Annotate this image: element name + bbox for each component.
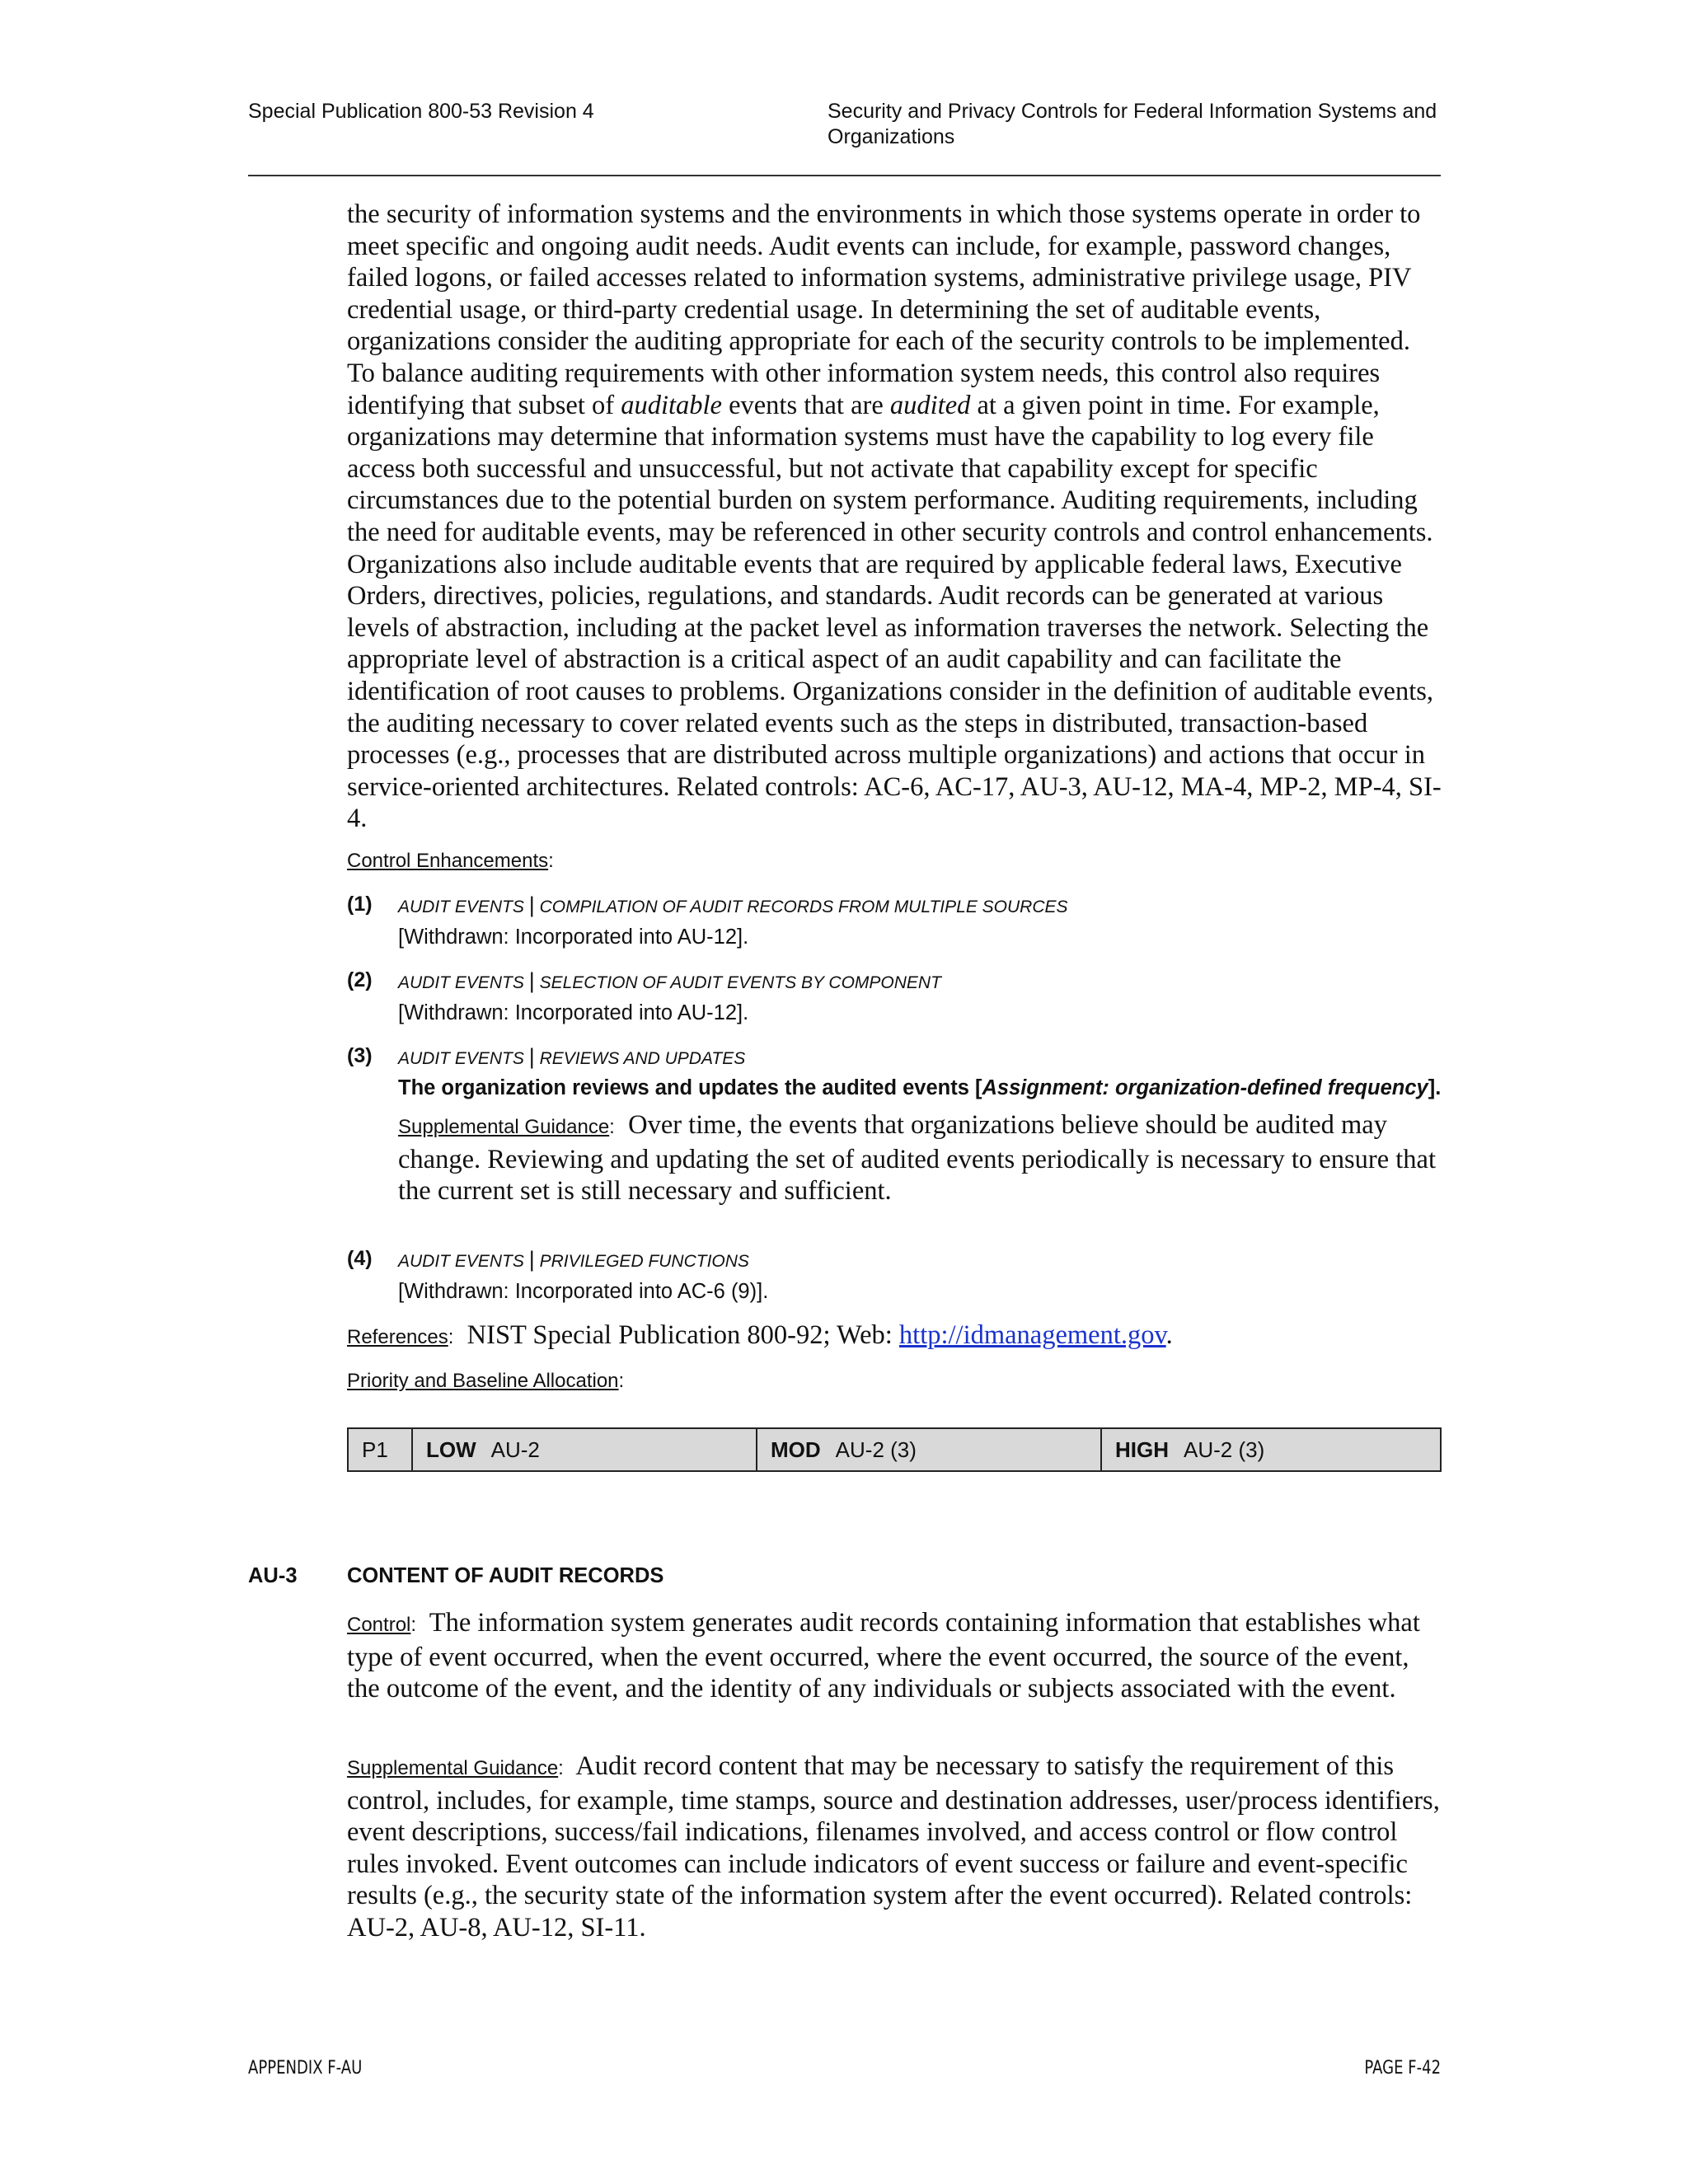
idmanagement-link[interactable]: http://idmanagement.gov	[898, 1320, 1166, 1350]
running-header-left: Special Publication 800-53 Revision 4	[248, 100, 594, 123]
references-line: References: NIST Special Publication 800-92; Web: http://idmanagement.gov.	[347, 1320, 1173, 1350]
withdrawn-note: [Withdrawn: Incorporated into AU-12].	[398, 1001, 749, 1024]
withdrawn-note: [Withdrawn: Incorporated into AC-6 (9)].	[398, 1280, 769, 1303]
enhancement-title: AUDIT EVENTS | COMPILATION OF AUDIT RECORDS FROM MULTIPLE SOURCES	[398, 893, 1068, 917]
footer-page-number: PAGE F-42	[1364, 2058, 1441, 2079]
running-header-right: Security and Privacy Controls for Federal Information Systems and Organizations	[828, 100, 1437, 148]
header-divider	[248, 175, 1441, 176]
mod-baseline-cell: MOD AU-2 (3)	[757, 1428, 1101, 1471]
enhancement-title: AUDIT EVENTS | REVIEWS AND UPDATES	[398, 1044, 746, 1069]
control-statement: Control: The information system generates audit records containing information that establishes what type of event occurred, when the event occurred, where the event occurred, the source of the event, the outcome of the event, and the identity of any individuals or subjects associated with the event.	[347, 1608, 1420, 1704]
enhancement-statement: The organization reviews and updates the audited events [Assignment: organization-defined frequency].	[398, 1076, 1442, 1099]
low-baseline-cell: LOW AU-2	[412, 1428, 757, 1471]
enhancement-number: (3)	[347, 1044, 373, 1067]
control-enhancements-heading: Control Enhancements:	[347, 850, 554, 872]
baseline-allocation-table	[347, 1427, 1442, 1472]
enhancement-supplemental-guidance: Supplemental Guidance: Over time, the events that organizations believe should be audited may change. Reviewing and updating the set of audited events periodically is necessary to ensure that the current set is still necessary and sufficient.	[398, 1110, 1436, 1207]
priority-cell: P1	[348, 1428, 412, 1471]
enhancement-number: (4)	[347, 1247, 373, 1270]
enhancement-number: (1)	[347, 893, 373, 916]
priority-baseline-heading: Priority and Baseline Allocation:	[347, 1370, 625, 1392]
control-code: AU-3	[248, 1564, 298, 1587]
control-title: CONTENT OF AUDIT RECORDS	[347, 1564, 664, 1587]
enhancement-title: AUDIT EVENTS | PRIVILEGED FUNCTIONS	[398, 1247, 749, 1272]
high-baseline-cell: HIGH AU-2 (3)	[1101, 1428, 1441, 1471]
footer-appendix: APPENDIX F-AU	[248, 2058, 363, 2079]
supplemental-guidance: Supplemental Guidance: Audit record content that may be necessary to satisfy the requirement of this control, includes, for example, time stamps, source and destination addresses, user/process identifiers, event descriptions, success/fail indications, filenames involved, and access control or flow control rules invoked. Event outcomes can include indicators of event success or failure and event-specific results (e.g., the security state of the information system after the event occurred). Related controls: AU-2, AU-8, AU-12, SI-11.	[347, 1751, 1440, 1943]
enhancement-title: AUDIT EVENTS | SELECTION OF AUDIT EVENTS BY COMPONENT	[398, 968, 941, 993]
withdrawn-note: [Withdrawn: Incorporated into AU-12].	[398, 926, 749, 949]
intro-paragraph: the security of information systems and the environments in which those systems operate in order to meet specific and ongoing audit needs. Audit events can include, for example, password changes, failed logons, or failed accesses related to information systems, administrative privilege usage, PIV credential usage, or third-party credential usage. In determining the set of auditable events, organizations consider the auditing appropriate for each of the security controls to be implemented. To balance auditing requirements with other information system needs, this control also requires identifying that subset of auditable events that are audited at a given point in time. For example, organizations may determine that information systems must have the capability to log every file access both successful and unsuccessful, but not activate that capability except for specific circumstances due to the potential burden on system performance. Auditing requirements, including the need for auditable events, may be referenced in other security controls and control enhancements. Organizations also include auditable events that are required by applicable federal laws, Executive Orders, directives, policies, regulations, and standards. Audit records can be generated at various levels of abstraction, including at the packet level as information traverses the network. Selecting the appropriate level of abstraction is a critical aspect of an audit capability and can facilitate the identification of root causes to problems. Organizations consider in the definition of auditable events, the auditing necessary to cover related events such as the steps in distributed, transaction-based processes (e.g., processes that are distributed across multiple organizations) and actions that occur in service-oriented architectures. Related controls: AC-6, AC-17, AU-3, AU-12, MA-4, MP-2, MP-4, SI-4.	[347, 199, 1442, 834]
enhancement-number: (2)	[347, 968, 373, 991]
